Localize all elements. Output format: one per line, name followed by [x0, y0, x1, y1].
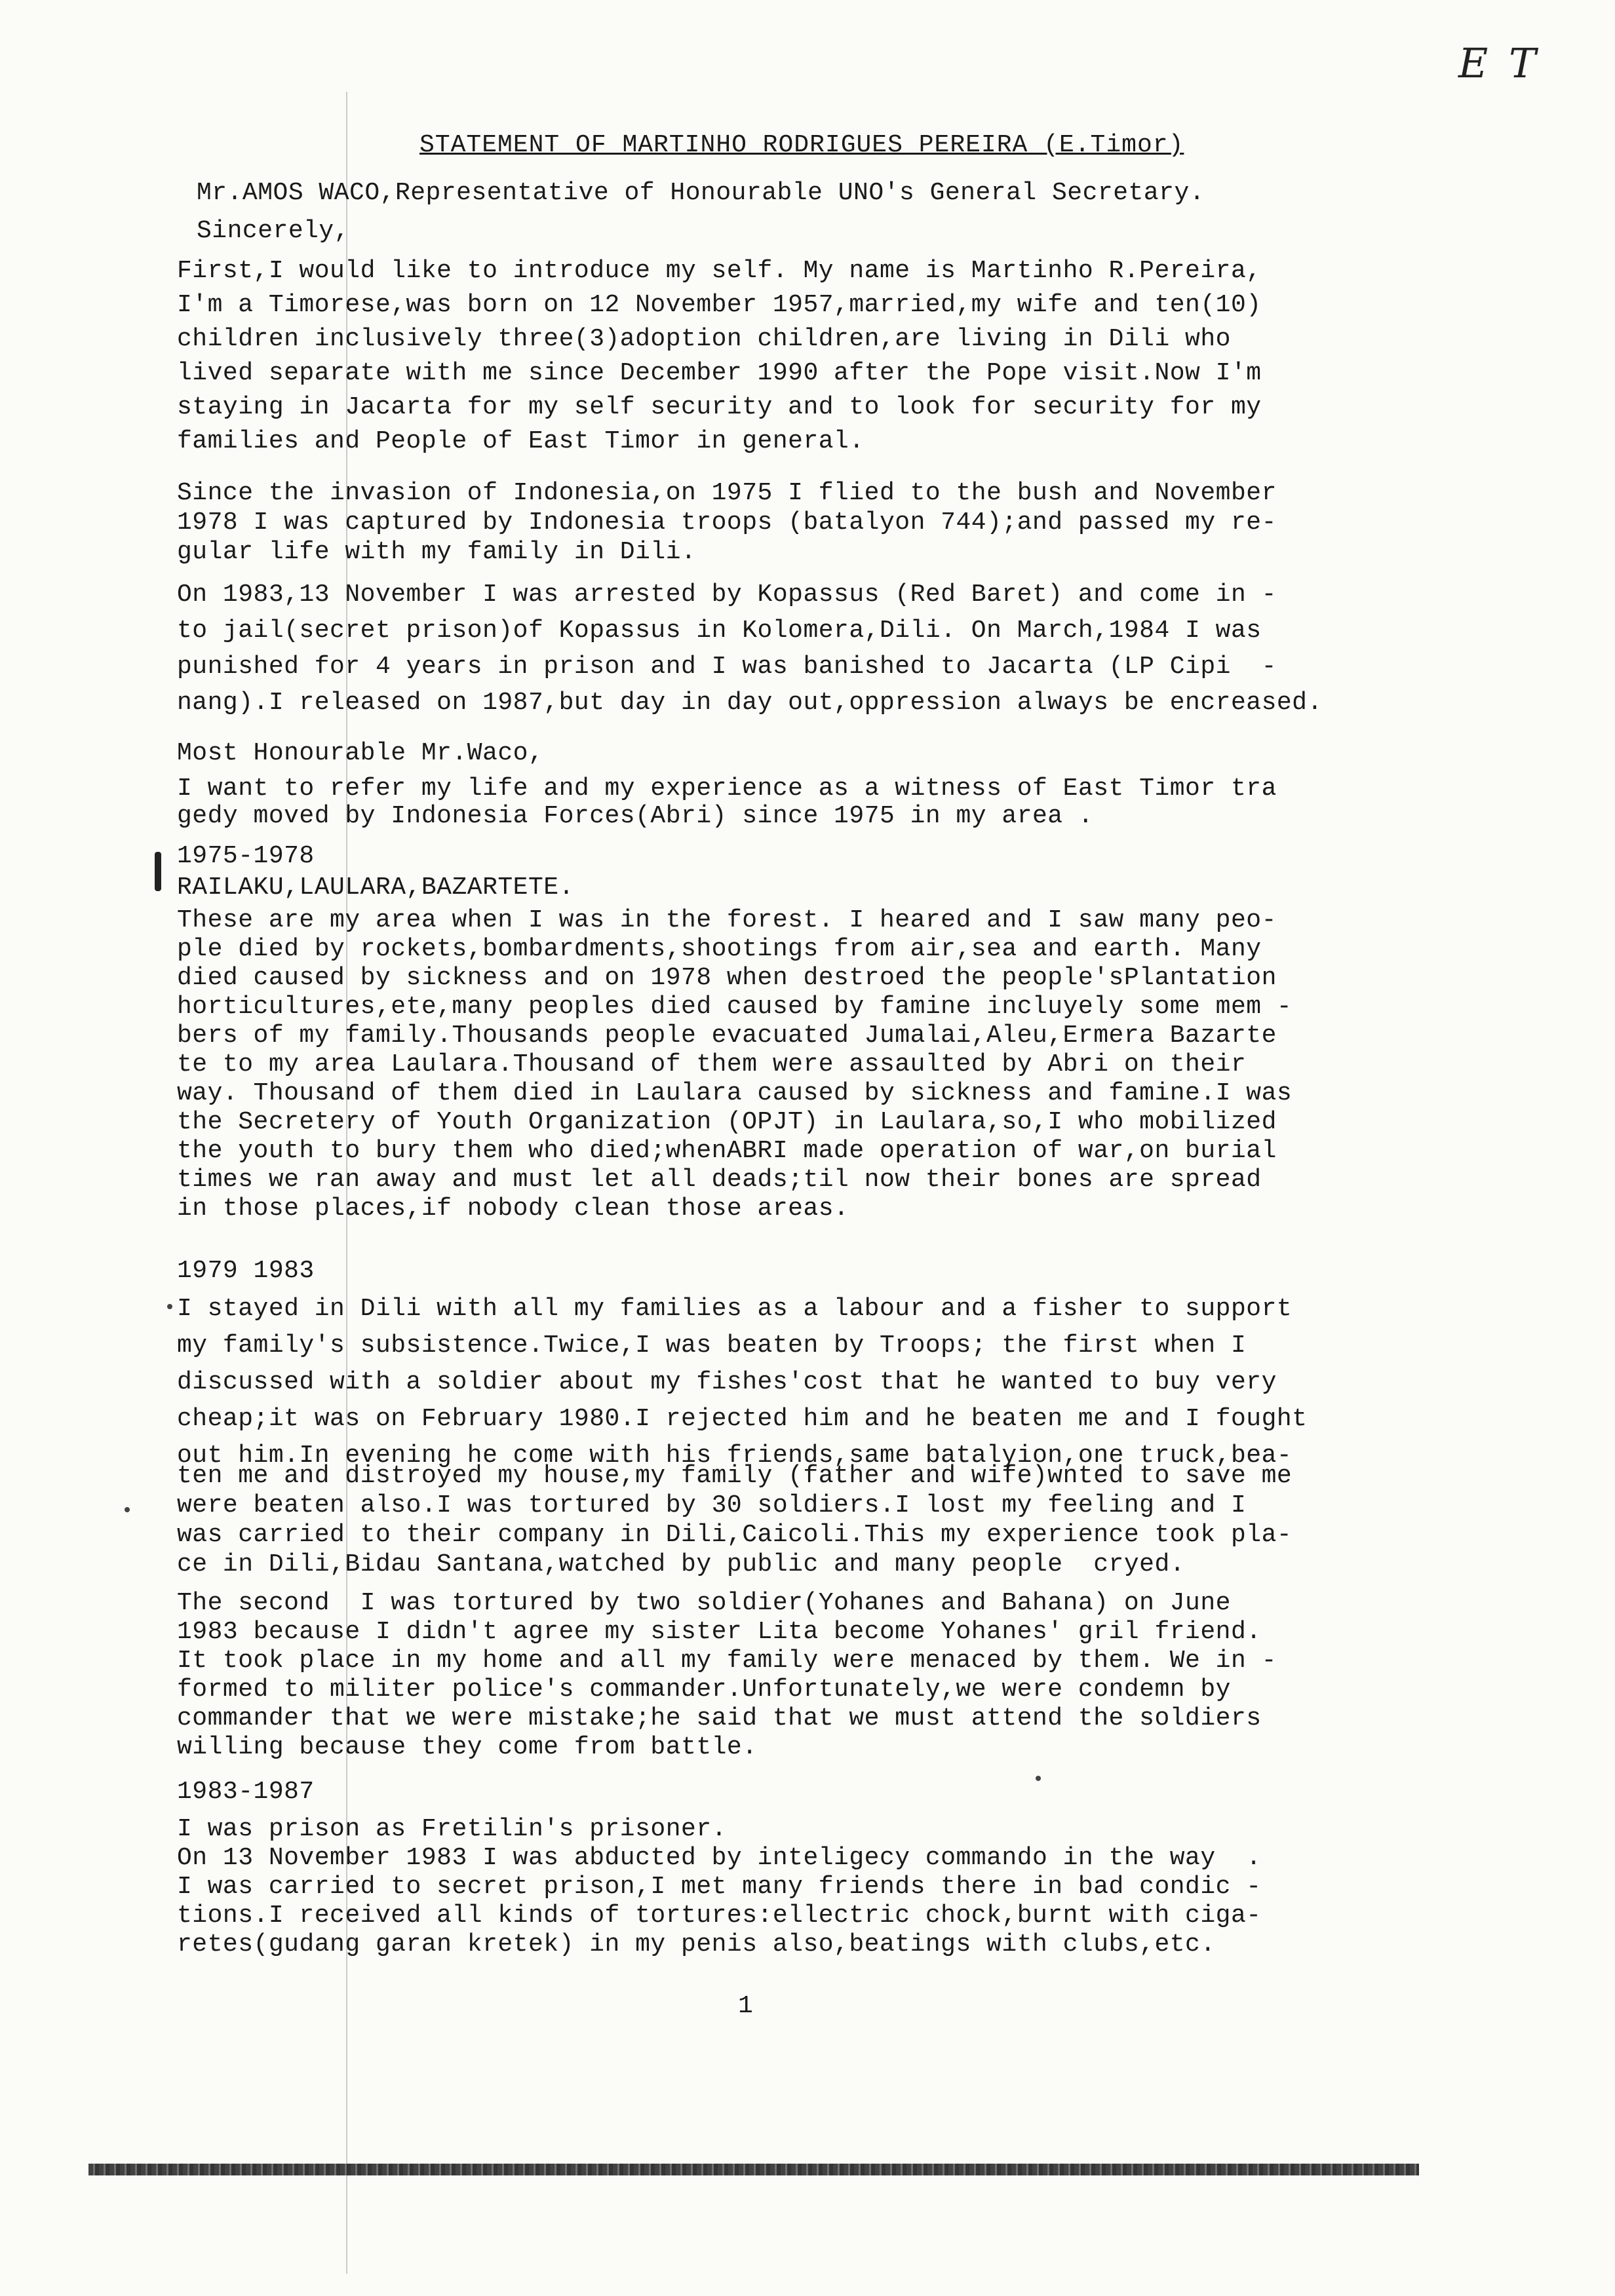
section-1979-1983-text-c: The second I was tortured by two soldier(Yohanes and Bahana) on June 1983 because I didn't agree my sister Lita become Yohanes' gril friend. It took place in my home and all my family were menaced by them. We in - formed to militer police's commander.Unfortunately,we were condemn by commander that we were mistake;he said that we must attend the soldiers willing because they come from battle. [177, 1589, 1277, 1761]
scan-bottom-edge [88, 2164, 1419, 2175]
section-1979-1983-heading: 1979 1983 [177, 1257, 315, 1285]
section-1983-1987-heading: 1983-1987 [177, 1778, 315, 1806]
section-1979-1983-text-b: ten me and distroyed my house,my family (father and wife)wnted to save me were beaten also.I was tortured by 30 soldiers.I lost my feeling and I was carried to their company in Dili,Caicoli.This my experience took pla- ce in Dili,Bidau Santana,watched by public and many people cryed. [177, 1462, 1293, 1578]
section-1975-1978-subheading: RAILAKU,LAULARA,BAZARTETE. [177, 873, 574, 902]
section-1975-1978-text: These are my area when I was in the forest. I heared and I saw many peo- ple died by rockets,bombardments,shootings from air,sea and earth. Many died caused by sickness and on 1978 when destroed the people'sPlantation horticultures,ete,many peoples died caused by famine incluyely some mem - bers of my family.Thousands people evacuated Jumalai,Aleu,Ermera Bazarte te to my area Laulara.Thousand of them were assaulted by Abri on their way. Thousand of them died in Laulara caused by sickness and famine.I was the Secretery of Youth Organization (OPJT) in Laulara,so,I who mobilized the youth to bury them who died;whenABRI made operation of war,on burial times we ran away and must let all deads;til now their bones are spread in those places,if nobody clean those areas. [177, 906, 1293, 1223]
handwritten-corner-mark: E T [1458, 39, 1540, 87]
page-number: 1 [738, 1992, 753, 2020]
paragraph-address-waco: Most Honourable Mr.Waco, [177, 739, 544, 767]
paragraph-intro: First,I would like to introduce my self. My name is Martinho R.Pereira, I'm a Timorese,was born on 12 November 1957,married,my wife and ten(10) children inclusively three(3)adoption children,are living in Dili who lived separate with me since December 1990 after the Pope visit.Now I'm staying in Jacarta for my self security and to look for security for my families and People of East Timor in general. [177, 257, 1262, 455]
scan-speck [125, 1507, 130, 1512]
paragraph-arrest: On 1983,13 November I was arrested by Kopassus (Red Baret) and come in - to jail(secret prison)of Kopassus in Kolomera,Dili. On March,1984 I was punished for 4 years in prison and I was banished to Jacarta (LP Cipi - nang).I released on 1987,but day in day out,oppression always be encreased. [177, 581, 1323, 717]
greeting-line: Sincerely, [197, 217, 350, 245]
scan-speck [1036, 1776, 1041, 1781]
paragraph-refer: I want to refer my life and my experience as a witness of East Timor tra gedy moved by Indonesia Forces(Abri) since 1975 in my area . [177, 775, 1277, 830]
section-1979-1983-text-a: I stayed in Dili with all my families as a labour and a fisher to support my family's subsistence.Twice,I was beaten by Troops; the first when I discussed with a soldier about my fishes'cost that he wanted to buy very cheap;it was on February 1980.I rejected him and he beaten me and I fought out him.In evening he come with his friends,same batalyion,one truck,bea- [177, 1295, 1308, 1470]
margin-ink-mark [155, 852, 161, 891]
addressee-line: Mr.AMOS WACO,Representative of Honourable UNO's General Secretary. [197, 179, 1205, 207]
paragraph-invasion: Since the invasion of Indonesia,on 1975 I flied to the bush and November 1978 I was captured by Indonesia troops (batalyon 744);and passed my re- gular life with my family in Dili. [177, 479, 1277, 566]
section-1975-1978-heading: 1975-1978 [177, 842, 315, 870]
section-1983-1987-text: I was prison as Fretilin's prisoner. On 13 November 1983 I was abducted by inteligecy commando in the way . I was carried to secret prison,I met many friends there in bad condic - tions.I received all kinds of tortures:ellectric chock,burnt with ciga- retes(gudang garan kretek) in my penis also,beatings with clubs,etc. [177, 1815, 1262, 1959]
scan-speck [167, 1304, 172, 1309]
document-title: STATEMENT OF MARTINHO RODRIGUES PEREIRA (E.Timor) [419, 131, 1184, 159]
